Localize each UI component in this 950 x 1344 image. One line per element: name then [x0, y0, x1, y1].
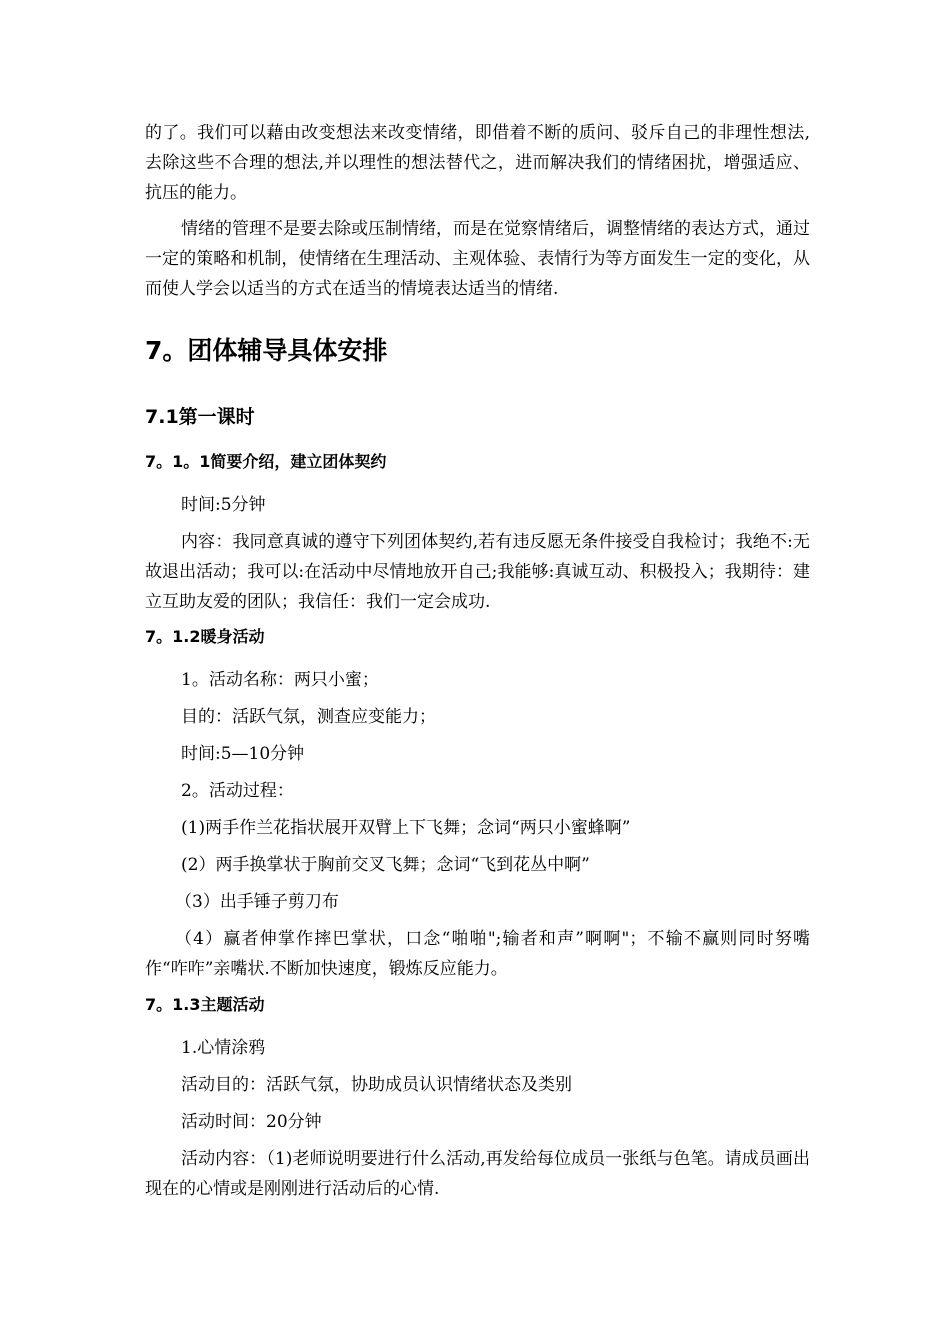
- sub2-purpose: 目的：活跃气氛，测查应变能力；: [181, 707, 436, 727]
- sub1-time: 时间:5分钟: [181, 495, 266, 515]
- chapter-title: 7。团体辅导具体安排: [145, 336, 388, 365]
- sub2-time: 时间:5—10分钟: [181, 744, 305, 764]
- sub2-step-2: (2）两手换掌状于胸前交叉飞舞；念词“飞到花丛中啊”: [181, 855, 590, 875]
- sub2-step-1: (1)两手作兰花指状展开双臂上下飞舞；念词“两只小蜜蜂啊”: [181, 818, 631, 838]
- document-page: [145, 118, 810, 1210]
- sub3-time: 活动时间：20分钟: [181, 1112, 322, 1132]
- intro-paragraph-1: 的了。我们可以藉由改变想法来改变情绪，即借着不断的质问、驳斥自己的非理性想法,去除这些不合理的想法,并以理性的想法替代之，进而解决我们的情绪困扰，增强适应、抗压的能力。: [145, 123, 810, 203]
- sub3-content: 活动内容：（1)老师说明要进行什么活动,再发给每位成员一张纸与色笔。请成员画出现在的心情或是刚刚进行活动后的心情.: [145, 1149, 810, 1199]
- section-title: 7.1第一课时: [145, 406, 255, 428]
- intro-paragraph-2: 情绪的管理不是要去除或压制情绪，而是在觉察情绪后，调整情绪的表达方式，通过一定的策略和机制，使情绪在生理活动、主观体验、表情行为等方面发生一定的变化，从而使人学会以适当的方式在适当的情境表达适当的情绪.: [145, 219, 810, 299]
- sub2-step-4: （4）赢者伸掌作摔巴掌状，口念“啪啪";输者和声”啊啊"；不输不赢则同时努嘴作“咋咋”亲嘴状.不断加快速度，锻炼反应能力。: [145, 929, 810, 979]
- sub2-activity-name: 1。活动名称：两只小蜜；: [181, 670, 379, 690]
- subsection-title-1: 7。1。1简要介绍，建立团体契约: [145, 452, 387, 471]
- sub1-content: 内容：我同意真诚的遵守下列团体契约,若有违反愿无条件接受自我检讨；我绝不:无故退出活动；我可以:在活动中尽情地放开自己;我能够:真诚互动、积极投入；我期待：建立互助友爱的团队；我信任：我们一定会成功.: [145, 532, 810, 612]
- subsection-title-3: 7。1.3主题活动: [145, 995, 265, 1014]
- sub3-purpose: 活动目的：活跃气氛，协助成员认识情绪状态及类别: [181, 1075, 572, 1095]
- sub2-step-3: （3）出手锤子剪刀布: [175, 892, 339, 912]
- sub3-activity-name: 1.心情涂鸦: [181, 1038, 266, 1058]
- sub2-process-title: 2。活动过程：: [181, 781, 294, 801]
- subsection-title-2: 7。1.2暖身活动: [145, 627, 265, 646]
